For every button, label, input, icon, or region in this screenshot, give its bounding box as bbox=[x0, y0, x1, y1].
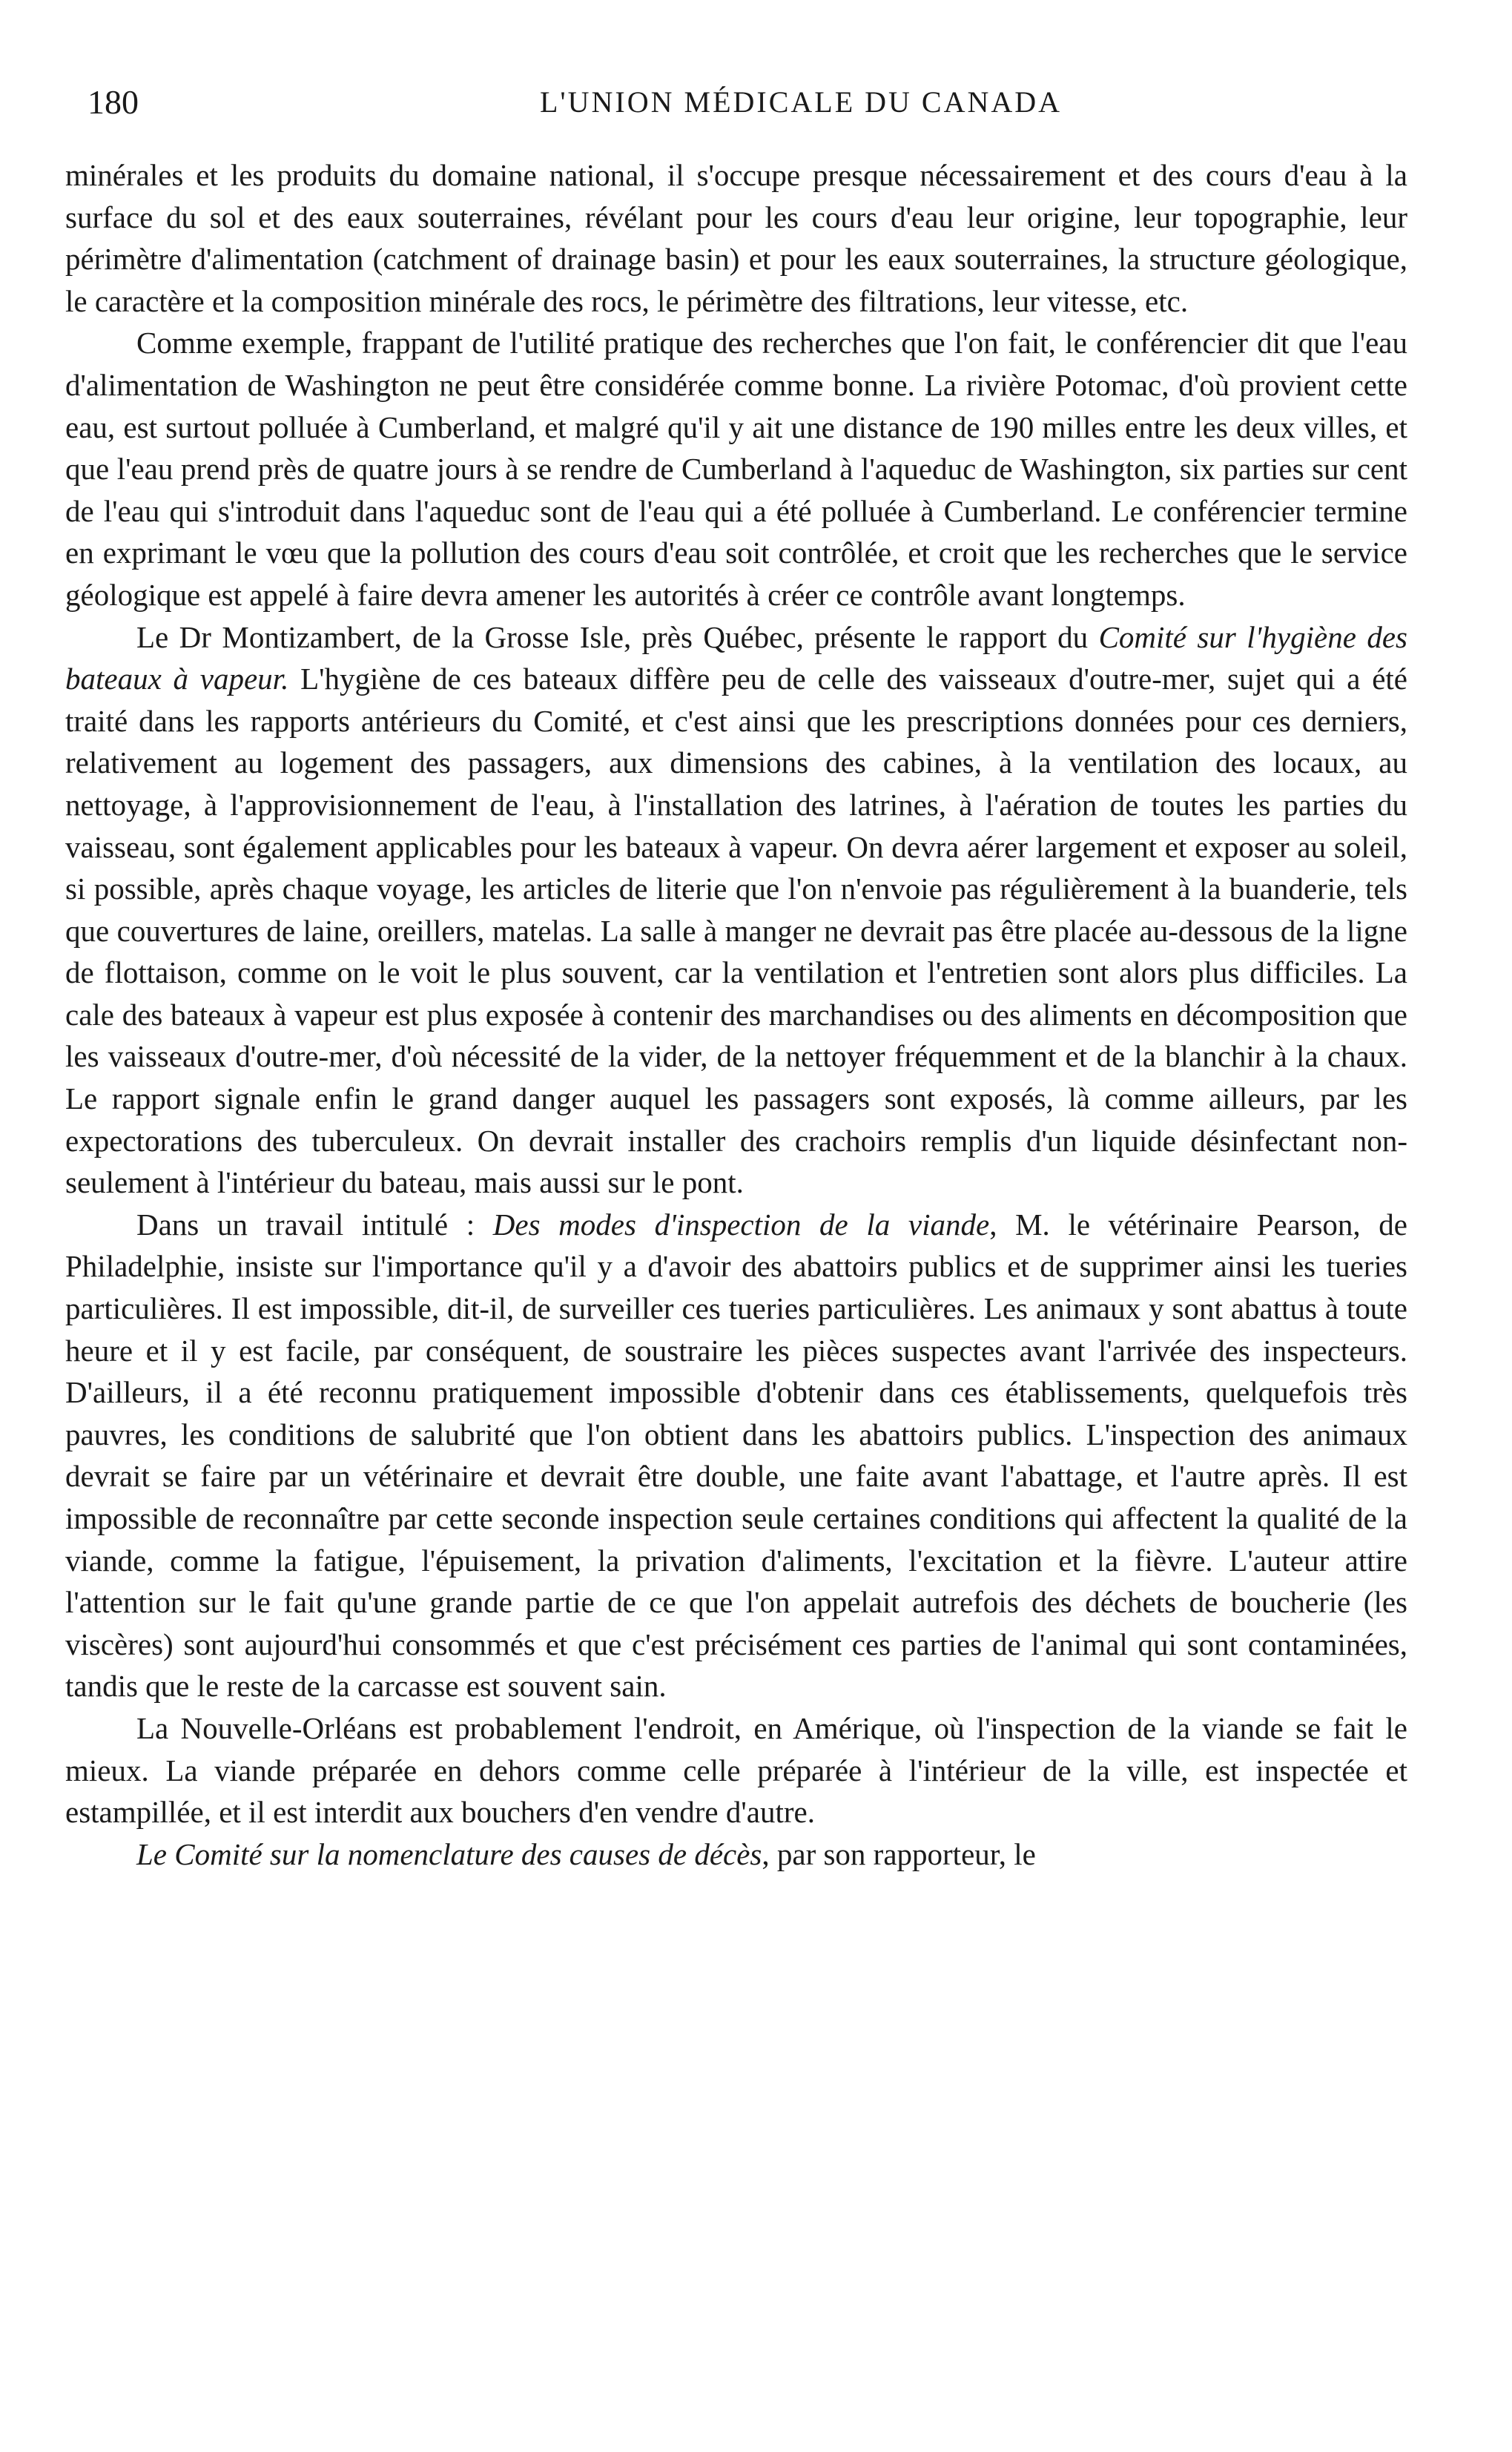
paragraph-6-body: , par son rapporteur, le bbox=[762, 1836, 1036, 1871]
page-number: 180 bbox=[88, 83, 139, 121]
committee-title-steamboats: Comité sur l'hygiène des bateaux à vapeur. bbox=[65, 619, 1407, 696]
paragraph-5: La Nouvelle-Orléans est probablement l'endroit, en Amérique, où l'inspection de la viande se fait le mieux. La viande préparée en dehors comme celle préparée à l'intérieur de la ville, est inspectée et estampillée, et il est interdit aux bouchers d'en vendre d'autre. bbox=[65, 1710, 1407, 1830]
paragraph-1: minérales et les produits du domaine national, il s'occupe presque nécessairement et des cours d'eau à la surface du sol et des eaux souterraines, révélant pour les cours d'eau leur origine, leur topographie, leur périmètre d'alimentation (catchment of drainage basin) et pour les eaux souterraines, la structure géologique, le caractère et la composition minérale des rocs, le périmètre des filtrations, leur vitesse, etc. bbox=[65, 158, 1407, 318]
committee-title-nomenclature: Le Comité sur la nomenclature des causes de décès bbox=[136, 1836, 762, 1871]
work-title-meat-inspection: Des modes d'inspection de la viande bbox=[492, 1207, 990, 1242]
paragraph-3-lead: Le Dr Montizambert, de la Grosse Isle, près Québec, présente le rapport du bbox=[136, 619, 1099, 654]
paragraph-4 bbox=[65, 1204, 1407, 1707]
running-title: L'UNION MÉDICALE DU CANADA bbox=[540, 85, 1063, 119]
body-text bbox=[65, 154, 1407, 1875]
paragraph-6 bbox=[65, 1833, 1407, 1876]
paragraph-2: Comme exemple, frappant de l'utilité pratique des recherches que l'on fait, le conférencier dit que l'eau d'alimentation de Washington ne peut être considérée comme bonne. La rivière Potomac, d'où provient cette eau, est surtout polluée à Cumberland, et malgré qu'il y ait une distance de 190 milles entre les deux villes, et que l'eau prend près de quatre jours à se rendre de Cumberland à l'aqueduc de Washington, six parties sur cent de l'eau qui s'introduit dans l'aqueduc sont de l'eau qui a été polluée à Cumberland. Le conférencier termine en exprimant le vœu que la pollution des cours d'eau soit contrôlée, et croit que les recherches que le service géologique est appelé à faire devra amener les autorités à créer ce contrôle avant longtemps. bbox=[65, 326, 1407, 612]
paragraph-3 bbox=[65, 616, 1407, 1204]
paragraph-4-body: , M. le vétérinaire Pearson, de Philadelphie, insiste sur l'importance qu'il y a d'avoir des abattoirs publics et de supprimer ainsi les tueries particulières. Il est impossible, dit-il, de surveiller ces tueries particulières. Les animaux y sont abattus à toute heure et il y est facile, par conséquent, de soustraire les pièces suspectes avant l'arrivée des inspecteurs. D'ailleurs, il a été reconnu pratiquement impossible d'obtenir dans ces établissements, quelquefois très pauvres, les conditions de salubrité que l'on obtient dans les abattoirs publics. L'inspection des animaux devrait se faire par un vétérinaire et devrait être double, une faite avant l'abattage, et l'autre après. Il est impossible de reconnaître par cette seconde inspection seule certaines conditions qui affectent la qualité de la viande, comme la fatigue, l'épuisement, la privation d'aliments, l'excitation et la fièvre. L'auteur attire l'attention sur le fait qu'une grande partie de ce que l'on appelait autrefois des déchets de boucherie (les viscères) sont aujourd'hui consommés et que c'est précisément ces parties de l'animal qui sont contaminées, tandis que le reste de la carcasse est souvent sain. bbox=[65, 1207, 1408, 1704]
page-header bbox=[88, 80, 1422, 125]
paragraph-4-lead: Dans un travail intitulé : bbox=[136, 1207, 493, 1242]
paragraph-3-body: L'hygiène de ces bateaux diffère peu de celle des vaisseaux d'outre-mer, sujet qui a été traité dans les rapports antérieurs du Comité, et c'est ainsi que les prescriptions données pour ces derniers, relativement au logement des passagers, aux dimensions des cabines, à la ventilation des locaux, au nettoyage, à l'approvisionnement de l'eau, à l'installation des latrines, à l'aération de toutes les parties du vaisseau, sont également applicables pour les bateaux à vapeur. On devra aérer largement et exposer au soleil, si possible, après chaque voyage, les articles de literie que l'on n'envoie pas régulièrement à la buanderie, tels que couvertures de laine, oreillers, matelas. La salle à manger ne devrait pas être placée au-dessous de la ligne de flottaison, comme on le voit le plus souvent, car la ventilation et l'entretien sont alors plus difficiles. La cale des bateaux à vapeur est plus exposée à contenir des marchandises ou des aliments en décomposition que les vaisseaux d'outre-mer, d'où nécessité de la vider, de la nettoyer fréquemment et de la blanchir à la chaux. Le rapport signale enfin le grand danger auquel les passagers sont exposés, là comme ailleurs, par les expectorations des tuberculeux. On devrait installer des crachoirs remplis d'un liquide désinfectant non-seulement à l'intérieur du bateau, mais aussi sur le pont. bbox=[65, 662, 1408, 1200]
